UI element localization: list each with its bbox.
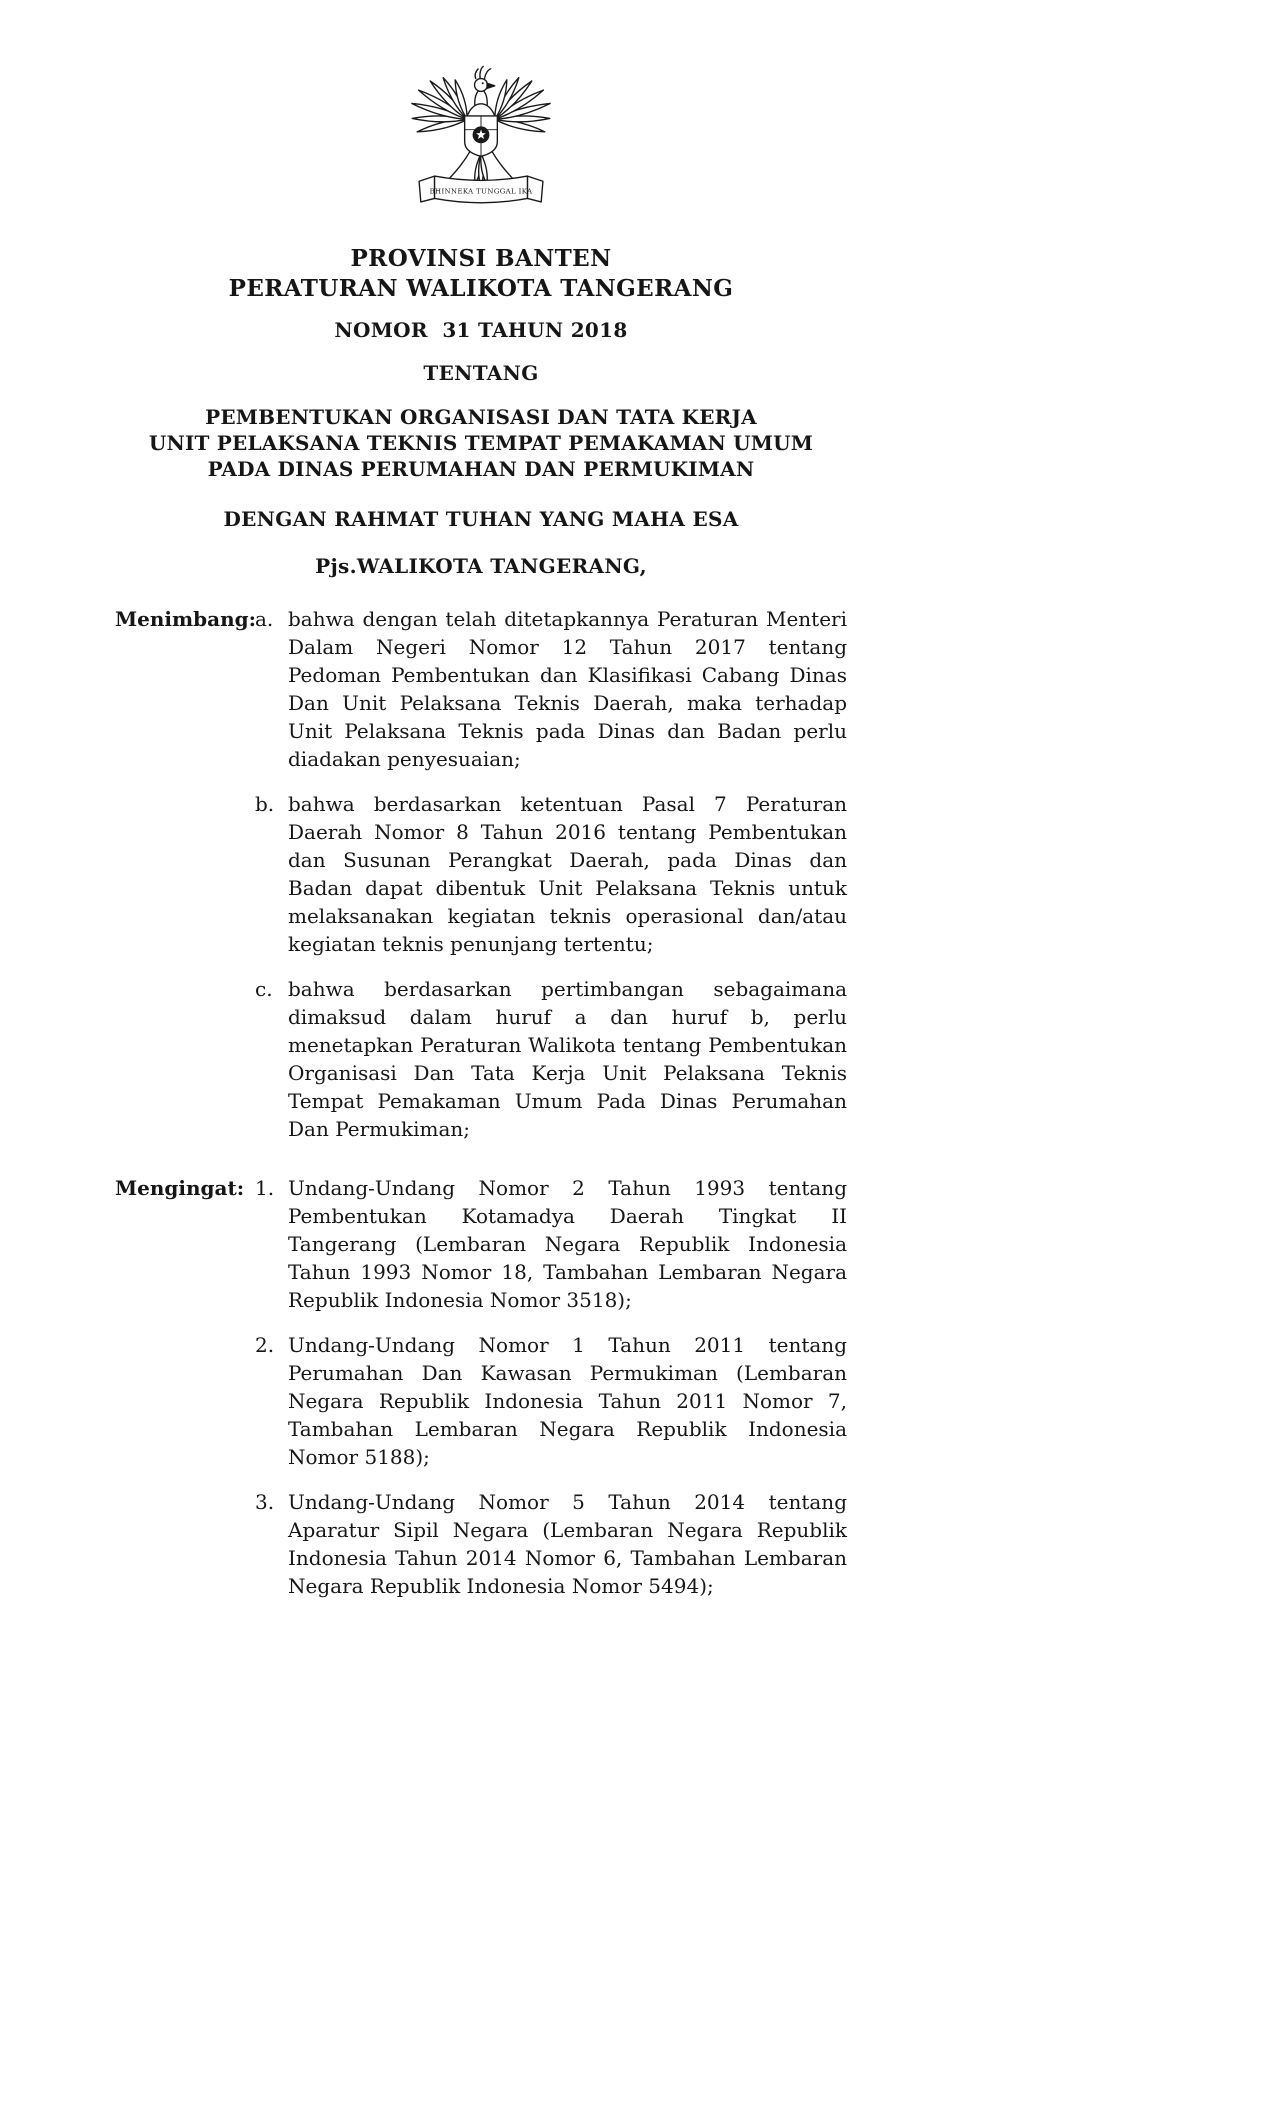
menimbang-item-c — [255, 975, 847, 1143]
signatory-title: Pjs.WALIKOTA TANGERANG, — [315, 554, 647, 578]
shield-icon — [465, 116, 498, 156]
menimbang-section — [115, 605, 847, 1143]
item-marker: 3. — [255, 1490, 275, 1514]
mengingat-item-2 — [255, 1331, 847, 1471]
subject-line-3: PADA DINAS PERUMAHAN DAN PERMUKIMAN — [207, 457, 755, 481]
head-icon — [475, 79, 488, 92]
item-text: bahwa berdasarkan pertimbangan sebagaimana dimaksud dalam huruf a dan huruf b, perlu menetapkan Peraturan Walikota tentang Pembentukan Organisasi Dan Tata Kerja Unit Pelaksana Teknis Tempat Pemakaman Umum Pada Dinas Perumahan Dan Permukiman; — [288, 977, 847, 1141]
item-marker: 2. — [255, 1333, 275, 1357]
regulation-number: NOMOR 31 TAHUN 2018 — [334, 318, 628, 342]
menimbang-item-b — [255, 790, 847, 958]
item-text: Undang-Undang Nomor 5 Tahun 2014 tentang Aparatur Sipil Negara (Lembaran Negara Republik Indonesia Tahun 2014 Nomor 6, Tambahan Lembaran Negara Republik Indonesia Nomor 5494); — [288, 1490, 847, 1598]
item-marker: c. — [255, 977, 273, 1001]
mengingat-item-1 — [255, 1174, 847, 1314]
item-text: Undang-Undang Nomor 1 Tahun 2011 tentang Perumahan Dan Kawasan Permukiman (Lembaran Negara Republik Indonesia Tahun 2011 Nomor 7, Tambahan Lembaran Negara Republik Indonesia Nomor 5188); — [288, 1333, 847, 1469]
item-text: bahwa berdasarkan ketentuan Pasal 7 Peraturan Daerah Nomor 8 Tahun 2016 tentang Pembentukan dan Susunan Perangkat Daerah, pada Dinas dan Badan dapat dibentuk Unit Pelaksana Teknis untuk melaksanakan kegiatan teknis operasional dan/atau kegiatan teknis penunjang tertentu; — [288, 792, 847, 956]
emblem-container — [115, 0, 847, 232]
regulation-title: PERATURAN WALIKOTA TANGERANG — [228, 275, 734, 302]
item-text: Undang-Undang Nomor 2 Tahun 1993 tentang Pembentukan Kotamadya Daerah Tingkat II Tangerang (Lembaran Negara Republik Indonesia Tahun 1993 Nomor 18, Tambahan Lembaran Negara Republik Indonesia Nomor 3518); — [288, 1176, 847, 1312]
mengingat-label-text: Mengingat — [115, 1176, 237, 1200]
tentang-label: TENTANG — [423, 361, 539, 385]
eye-icon — [482, 82, 484, 84]
emblem-motto-text: BHINNEKA TUNGGAL IKA — [429, 187, 533, 196]
left-leg-icon — [449, 150, 470, 178]
mengingat-section — [115, 1174, 847, 1600]
beak-icon — [487, 83, 495, 88]
province-title: PROVINSI BANTEN — [350, 245, 612, 272]
menimbang-label-text: Menimbang — [115, 607, 249, 631]
regulation-subject — [115, 404, 847, 482]
menimbang-items — [255, 605, 847, 1143]
left-wing-icon — [411, 76, 470, 134]
item-marker: 1. — [255, 1176, 275, 1200]
menimbang-label — [115, 605, 255, 633]
menimbang-item-a — [255, 605, 847, 773]
mengingat-label — [115, 1174, 255, 1202]
right-wing-icon — [492, 76, 551, 134]
right-leg-icon — [491, 150, 512, 178]
menimbang-colon: : — [248, 607, 257, 631]
mengingat-items — [255, 1174, 847, 1600]
item-text: bahwa dengan telah ditetapkannya Peraturan Menteri Dalam Negeri Nomor 12 Tahun 2017 tentang Pedoman Pembentukan dan Klasifikasi Cabang Dinas Dan Unit Pelaksana Teknis Daerah, maka terhadap Unit Pelaksana Teknis pada Dinas dan Badan perlu diadakan penyesuaian; — [288, 607, 847, 771]
item-marker: a. — [255, 607, 274, 631]
mengingat-colon: : — [236, 1176, 245, 1200]
grace-invocation: DENGAN RAHMAT TUHAN YANG MAHA ESA — [223, 507, 739, 531]
document-content — [115, 0, 847, 1600]
garuda-pancasila-emblem — [395, 54, 567, 232]
subject-line-1: PEMBENTUKAN ORGANISASI DAN TATA KERJA — [205, 405, 757, 429]
mengingat-item-3 — [255, 1488, 847, 1600]
subject-line-2: UNIT PELAKSANA TEKNIS TEMPAT PEMAKAMAN UMUM — [148, 431, 814, 455]
item-marker: b. — [255, 792, 275, 816]
